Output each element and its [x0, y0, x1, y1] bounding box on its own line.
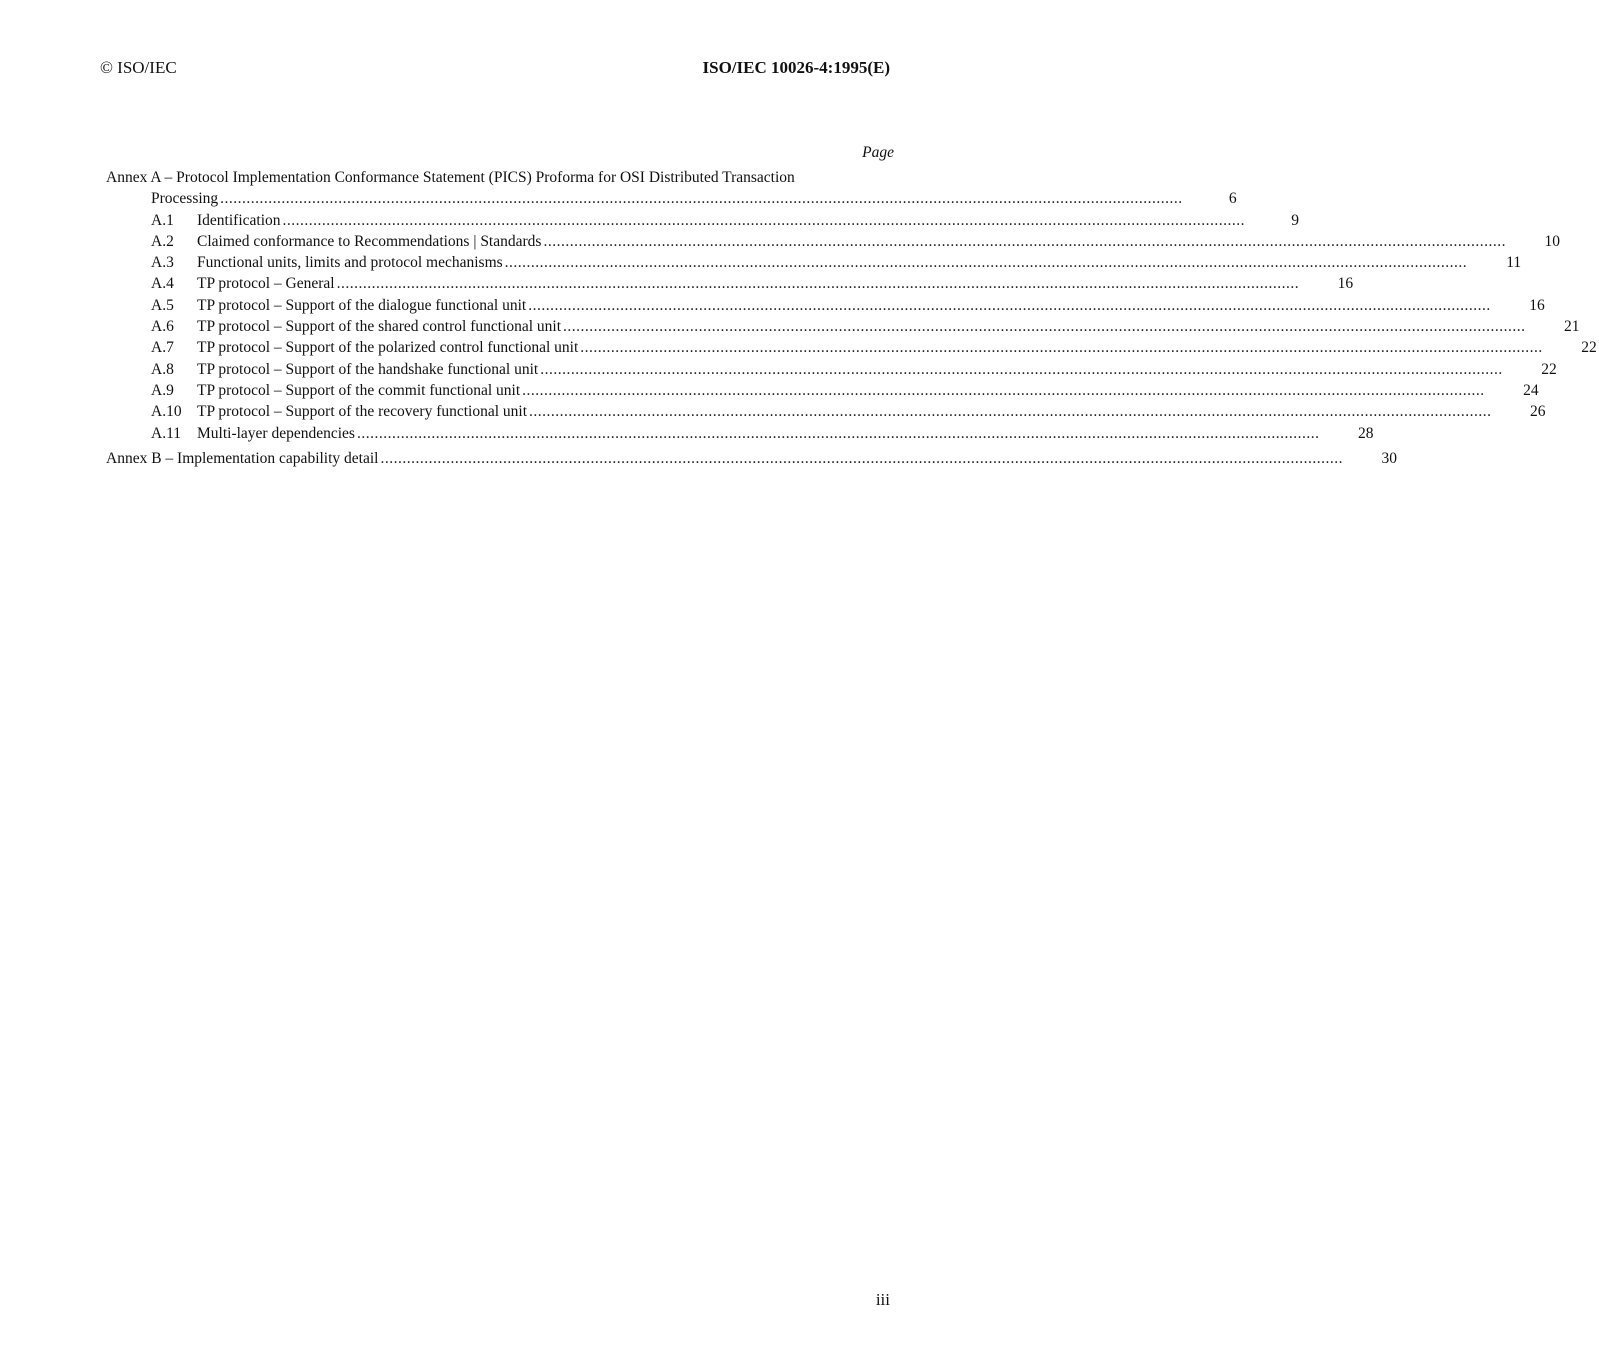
- toc-entry[interactable]: [106, 210, 1299, 231]
- toc-entry-page: 16: [1337, 275, 1354, 293]
- toc-entry-page: 28: [1357, 424, 1374, 442]
- dot-leader: ............................................................................................................................................................................................................................: [522, 381, 1485, 399]
- toc-entry-page: 24: [1523, 381, 1539, 399]
- toc-entry-number: A.9: [151, 381, 174, 399]
- toc-entry-page: 16: [1529, 296, 1545, 314]
- page-number: iii: [875, 1290, 890, 1309]
- toc-entry-page: 11: [1506, 254, 1522, 272]
- toc-annex-a-title: Annex A – Protocol Implementation Conformance Statement (PICS) Proforma for OSI Distributed Transaction: [106, 169, 795, 186]
- toc-entry[interactable]: [106, 359, 1557, 380]
- toc-entry[interactable]: [106, 252, 1522, 273]
- toc-entry-page: 21: [1564, 318, 1580, 336]
- dot-leader: ............................................................................................................................................................................................................................: [529, 403, 1492, 421]
- toc-entry[interactable]: [106, 423, 1374, 444]
- toc-entry-number: A.8: [151, 360, 174, 378]
- dot-leader: ............................................................................................................................................................................................................................: [540, 360, 1503, 378]
- toc-entry-page: 10: [1544, 232, 1560, 250]
- toc-entry-title: TP protocol – Support of the recovery functional unit: [197, 403, 528, 421]
- toc-entry-title: TP protocol – Support of the dialogue functional unit: [197, 296, 527, 314]
- header-copyright: © ISO/IEC: [100, 58, 177, 77]
- dot-leader: ............................................................................................................................................................................................................................: [380, 449, 1343, 467]
- toc-entry[interactable]: [106, 401, 1546, 422]
- dot-leader: ............................................................................................................................................................................................................................: [580, 339, 1543, 357]
- toc-entry-page: 6: [1228, 190, 1237, 208]
- toc-entry[interactable]: [106, 273, 1354, 294]
- toc-entry[interactable]: [106, 295, 1545, 316]
- header-document-id: ISO/IEC 10026-4:1995(E): [702, 58, 890, 77]
- toc-entry-number: A.7: [151, 339, 174, 357]
- dot-leader: ............................................................................................................................................................................................................................: [220, 190, 1183, 208]
- toc-entry-number: A.11: [151, 424, 181, 442]
- toc-entry-title: Processing: [151, 190, 219, 208]
- toc-entry[interactable]: [106, 316, 1580, 337]
- toc-entry-title: Annex B – Implementation capability detail: [106, 449, 379, 467]
- toc-entry-page: 9: [1291, 211, 1299, 229]
- table-of-contents: [106, 167, 1597, 469]
- dot-leader: ............................................................................................................................................................................................................................: [336, 275, 1300, 293]
- toc-entry-title: Identification: [197, 211, 281, 229]
- toc-entry[interactable]: [106, 380, 1539, 401]
- toc-entry-number: A.4: [151, 275, 174, 293]
- toc-entry-number: A.5: [151, 296, 174, 314]
- toc-entry-title: Functional units, limits and protocol mechanisms: [197, 254, 503, 272]
- toc-entry-number: A.10: [151, 403, 182, 421]
- page-column-label: Page: [862, 144, 894, 161]
- toc-entry-annex-b[interactable]: [106, 448, 1397, 469]
- dot-leader: ............................................................................................................................................................................................................................: [563, 318, 1526, 336]
- dot-leader: ............................................................................................................................................................................................................................: [528, 296, 1491, 314]
- toc-entry[interactable]: [106, 337, 1597, 358]
- dot-leader: ............................................................................................................................................................................................................................: [543, 232, 1506, 250]
- toc-entry-number: A.1: [151, 211, 174, 229]
- toc-entry[interactable]: [106, 231, 1560, 252]
- toc-entry-title: TP protocol – Support of the polarized control functional unit: [197, 339, 579, 357]
- toc-entry-title: TP protocol – General: [197, 275, 335, 293]
- toc-entry-page: 22: [1581, 339, 1597, 357]
- toc-entry-page: 30: [1381, 449, 1397, 467]
- toc-entry-number: A.6: [151, 318, 174, 336]
- toc-entry-title: TP protocol – Support of the shared control functional unit: [197, 318, 562, 336]
- toc-subentries: [106, 210, 1597, 444]
- toc-entry-title: TP protocol – Support of the handshake functional unit: [197, 360, 539, 378]
- toc-entry-title: Claimed conformance to Recommendations | Standards: [197, 232, 542, 250]
- toc-entry-title: Multi-layer dependencies: [197, 424, 355, 442]
- toc-entry-number: A.3: [151, 254, 174, 272]
- dot-leader: ............................................................................................................................................................................................................................: [282, 211, 1245, 229]
- dot-leader: ............................................................................................................................................................................................................................: [356, 424, 1320, 442]
- toc-entry-annex-a[interactable]: [106, 188, 1237, 209]
- toc-entry-title: TP protocol – Support of the commit functional unit: [197, 381, 521, 399]
- toc-entry-number: A.2: [151, 232, 174, 250]
- toc-entry-page: 26: [1530, 403, 1546, 421]
- toc-entry-page: 22: [1541, 360, 1557, 378]
- dot-leader: ............................................................................................................................................................................................................................: [504, 254, 1468, 272]
